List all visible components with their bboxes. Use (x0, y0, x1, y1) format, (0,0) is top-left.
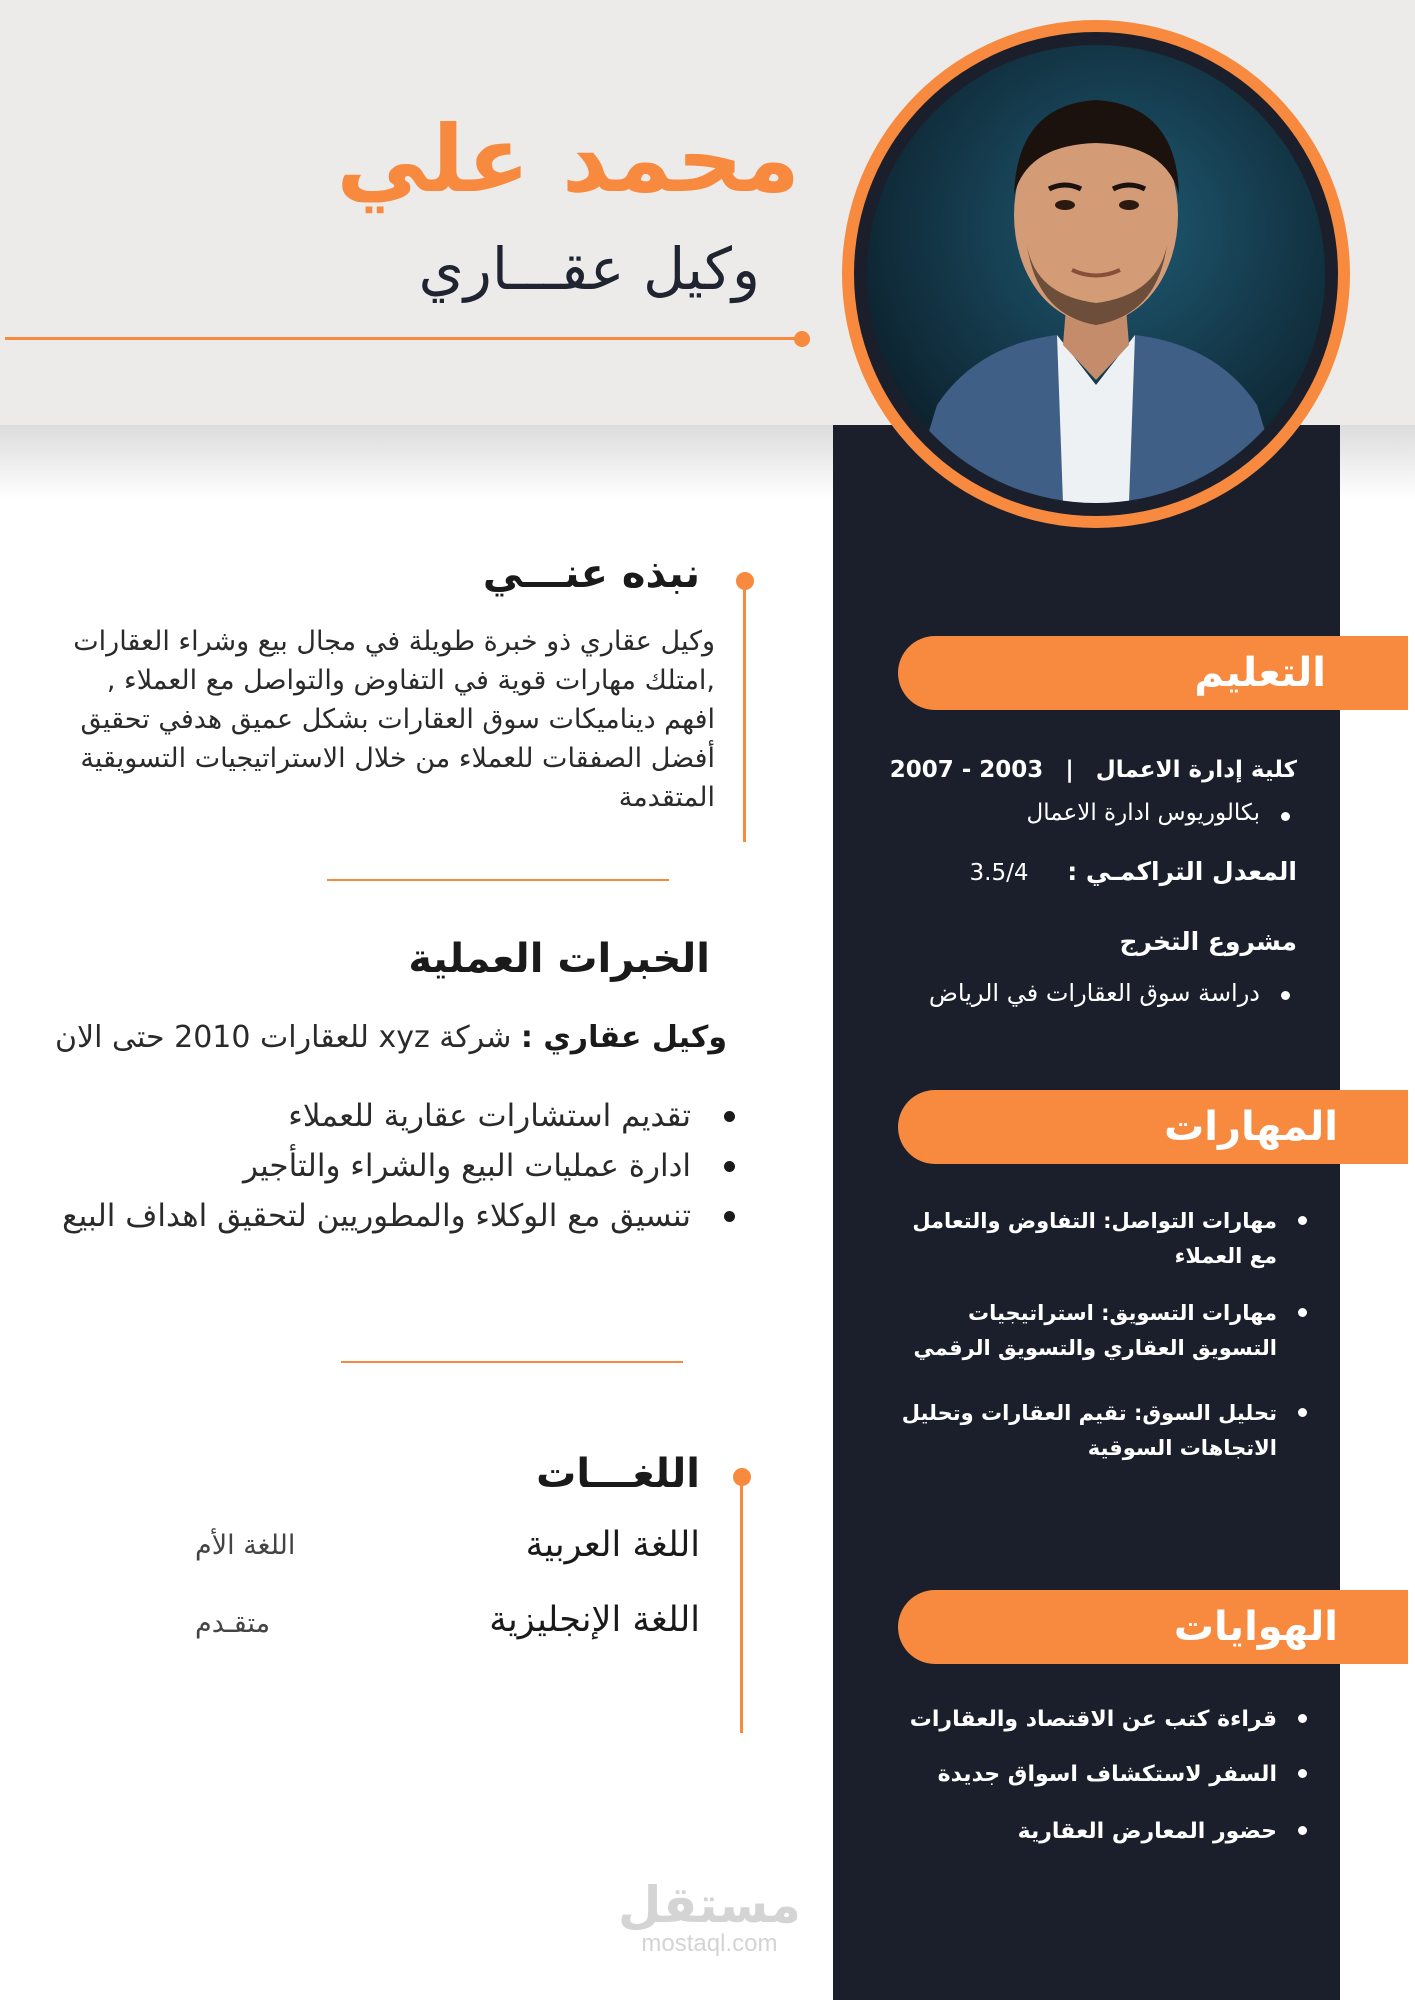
experience-task-list (57, 1095, 737, 1245)
skill-item: تحليل السوق: تقيم العقارات وتحليل الاتجاهات السوقية (885, 1396, 1315, 1466)
about-text: وكيل عقاري ذو خبرة طويلة في مجال بيع وشراء العقارات ,امتلك مهارات قوية في التفاوض والتواصل مع العملاء , افهم ديناميكات سوق العقارات بشكل عميق هدفي تحقيق أفضل الصفقات للعملاء من خلال الاستراتيجيات التسويقية المتقدمة (73, 626, 715, 813)
person-portrait-icon (867, 45, 1325, 503)
languages-timeline-line (740, 1478, 743, 1733)
experience-task: ادارة عمليات البيع والشراء والتأجير (57, 1145, 737, 1187)
about-timeline-line (743, 582, 746, 842)
divider-2 (341, 1361, 683, 1363)
education-line (890, 757, 1297, 783)
person-name: محمد علي (336, 106, 800, 213)
name-underline (5, 337, 805, 340)
education-gpa (970, 857, 1297, 886)
watermark-url: mostaql.com (641, 1930, 778, 1957)
hobbies-title: الهوايات (1173, 1604, 1338, 1650)
experience-heading (55, 1020, 727, 1055)
language-name: اللغة العربية (525, 1525, 700, 1565)
education-years: 2003 - 2007 (889, 757, 1044, 783)
watermark-logo (618, 1876, 801, 1959)
about-title: نبذه عنـــي (482, 551, 700, 597)
divider-1 (327, 879, 669, 881)
hobbies-header (898, 1590, 1408, 1664)
experience-title: الخبرات العملية (408, 936, 710, 982)
hobby-item: السفر لاستكشاف اسواق جديدة (885, 1757, 1315, 1792)
profile-photo (867, 45, 1325, 503)
hobbies-list (885, 1702, 1315, 1849)
education-separator: | (1065, 757, 1074, 783)
project-label: مشروع التخرج (1119, 927, 1297, 956)
hobby-item: قراءة كتب عن الاقتصاد والعقارات (885, 1702, 1315, 1737)
project-list (858, 979, 1298, 1007)
hobby-item: حضور المعارض العقارية (885, 1814, 1315, 1849)
project-item: دراسة سوق العقارات في الرياض (858, 979, 1298, 1007)
gpa-label: المعدل التراكمـي : (1067, 857, 1297, 886)
experience-task: تقديم استشارات عقارية للعملاء (57, 1095, 737, 1137)
education-degree: بكالوريوس ادارة الاعمال (858, 800, 1298, 826)
skills-list (885, 1204, 1315, 1466)
education-college: كلية إدارة الاعمال (1095, 757, 1297, 783)
name-underline-dot (794, 331, 810, 347)
education-header (898, 636, 1408, 710)
skills-header (898, 1090, 1408, 1164)
skills-title: المهارات (1164, 1104, 1338, 1150)
education-degree-list (858, 800, 1298, 826)
experience-task: تنسيق مع الوكلاء والمطوريين لتحقيق اهداف البيع (57, 1195, 737, 1237)
languages-title: اللغـــات (536, 1451, 700, 1497)
gpa-value: 3.5/4 (969, 860, 1029, 886)
language-level: متقـدم (195, 1608, 271, 1639)
education-title: التعليم (1194, 650, 1326, 696)
job-title: وكيل عقـــاري (418, 235, 760, 303)
skill-item: مهارات التسويق: استراتيجيات التسويق العقاري والتسويق الرقمي (885, 1296, 1315, 1366)
experience-role: وكيل عقاري : (520, 1020, 727, 1055)
experience-company: شركة xyz للعقارات 2010 حتى الان (54, 1020, 512, 1055)
language-level: اللغة الأم (195, 1530, 296, 1561)
watermark-arabic: مستقل (618, 1876, 801, 1934)
language-name: اللغة الإنجليزية (489, 1600, 700, 1640)
skill-item: مهارات التواصل: التفاوض والتعامل مع العملاء (885, 1204, 1315, 1274)
